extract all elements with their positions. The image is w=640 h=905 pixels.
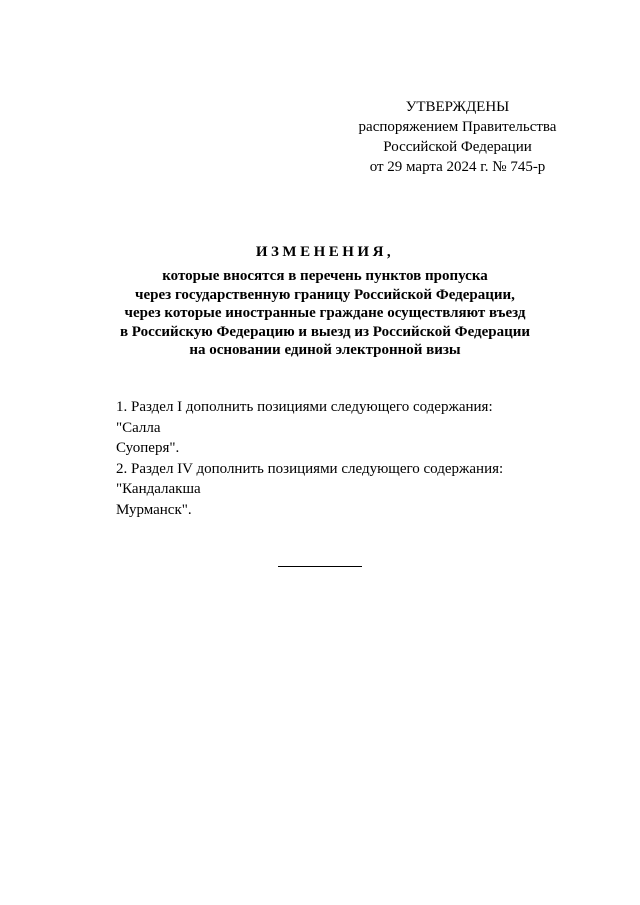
amendment-position: "Кандалакша: [116, 481, 201, 497]
amendment-item-2: 2. Раздел IV дополнить позициями следующего содержания:: [116, 460, 504, 477]
approval-heading: УТВЕРЖДЕНЫ: [405, 99, 510, 115]
document-title-block: [80, 242, 570, 360]
approval-block: [345, 97, 570, 177]
document-title: ИЗМЕНЕНИЯ,: [255, 244, 395, 260]
end-separator-line: [278, 566, 362, 567]
subtitle-line: которые вносятся в перечень пунктов пропуска: [162, 268, 488, 284]
approval-line-country: Российской Федерации: [383, 139, 532, 155]
document-body: [116, 397, 576, 520]
subtitle-line: в Российскую Федерацию и выезд из Российской Федерации: [119, 323, 531, 340]
amendment-position: "Салла: [116, 419, 161, 436]
amendment-position: Мурманск".: [116, 501, 192, 518]
subtitle-line: через которые иностранные граждане осуществляют въезд: [124, 305, 526, 321]
amendment-item-1: 1. Раздел I дополнить позициями следующего содержания:: [116, 399, 493, 415]
amendment-position: Суоперя".: [116, 440, 180, 456]
approval-line-authority: распоряжением Правительства: [358, 119, 557, 135]
subtitle-line: на основании единой электронной визы: [189, 342, 461, 358]
approval-line-date-number: от 29 марта 2024 г. № 745-р: [369, 159, 546, 175]
subtitle-line: через государственную границу Российской Федерации,: [135, 286, 515, 303]
